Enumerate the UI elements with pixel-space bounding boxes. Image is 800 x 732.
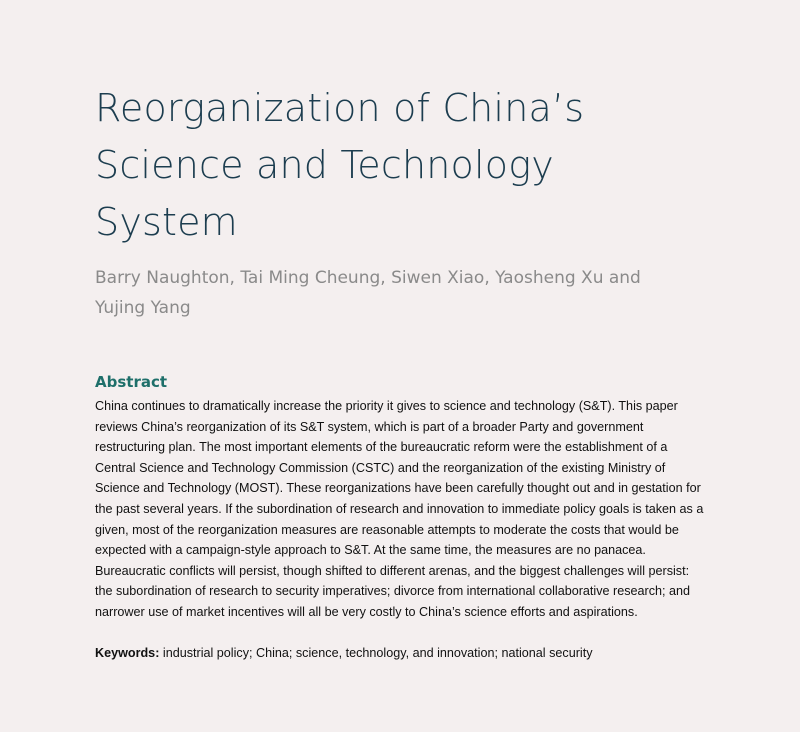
keywords-label: Keywords: bbox=[95, 645, 160, 660]
abstract-heading: Abstract bbox=[95, 373, 168, 391]
paper-front-page bbox=[95, 80, 705, 663]
paper-title: Reorganization of China’s Science and Technology System bbox=[95, 86, 585, 244]
abstract-text: China continues to dramatically increase the priority it gives to science and technology (S&T). This paper reviews China’s reorganization of its S&T system, which is part of a broader Party and government restructuring plan. The most important elements of the bureaucratic reform were the establishment of a Central Science and Technology Commission (CSTC) and the reorganization of the existing Ministry of Science and Technology (MOST). These reorganizations have been carefully thought out and in gestation for the past several years. If the subordination of research and innovation to immediate policy goals is taken as a given, most of the reorganization measures are reasonable attempts to moderate the costs that would be expected with a campaign-style approach to S&T. At the same time, the measures are no panacea. Bureaucratic conflicts will persist, though shifted to different arenas, and the biggest challenges will persist: the subordination of research to security imperatives; divorce from international collaborative research; and narrower use of market incentives will all be very costly to China’s science efforts and aspirations. bbox=[95, 399, 704, 619]
keywords-line bbox=[95, 643, 705, 663]
author-list: Barry Naughton, Tai Ming Cheung, Siwen Xiao, Yaosheng Xu and Yujing Yang bbox=[95, 268, 641, 318]
keywords-text: industrial policy; China; science, technology, and innovation; national security bbox=[159, 645, 593, 660]
